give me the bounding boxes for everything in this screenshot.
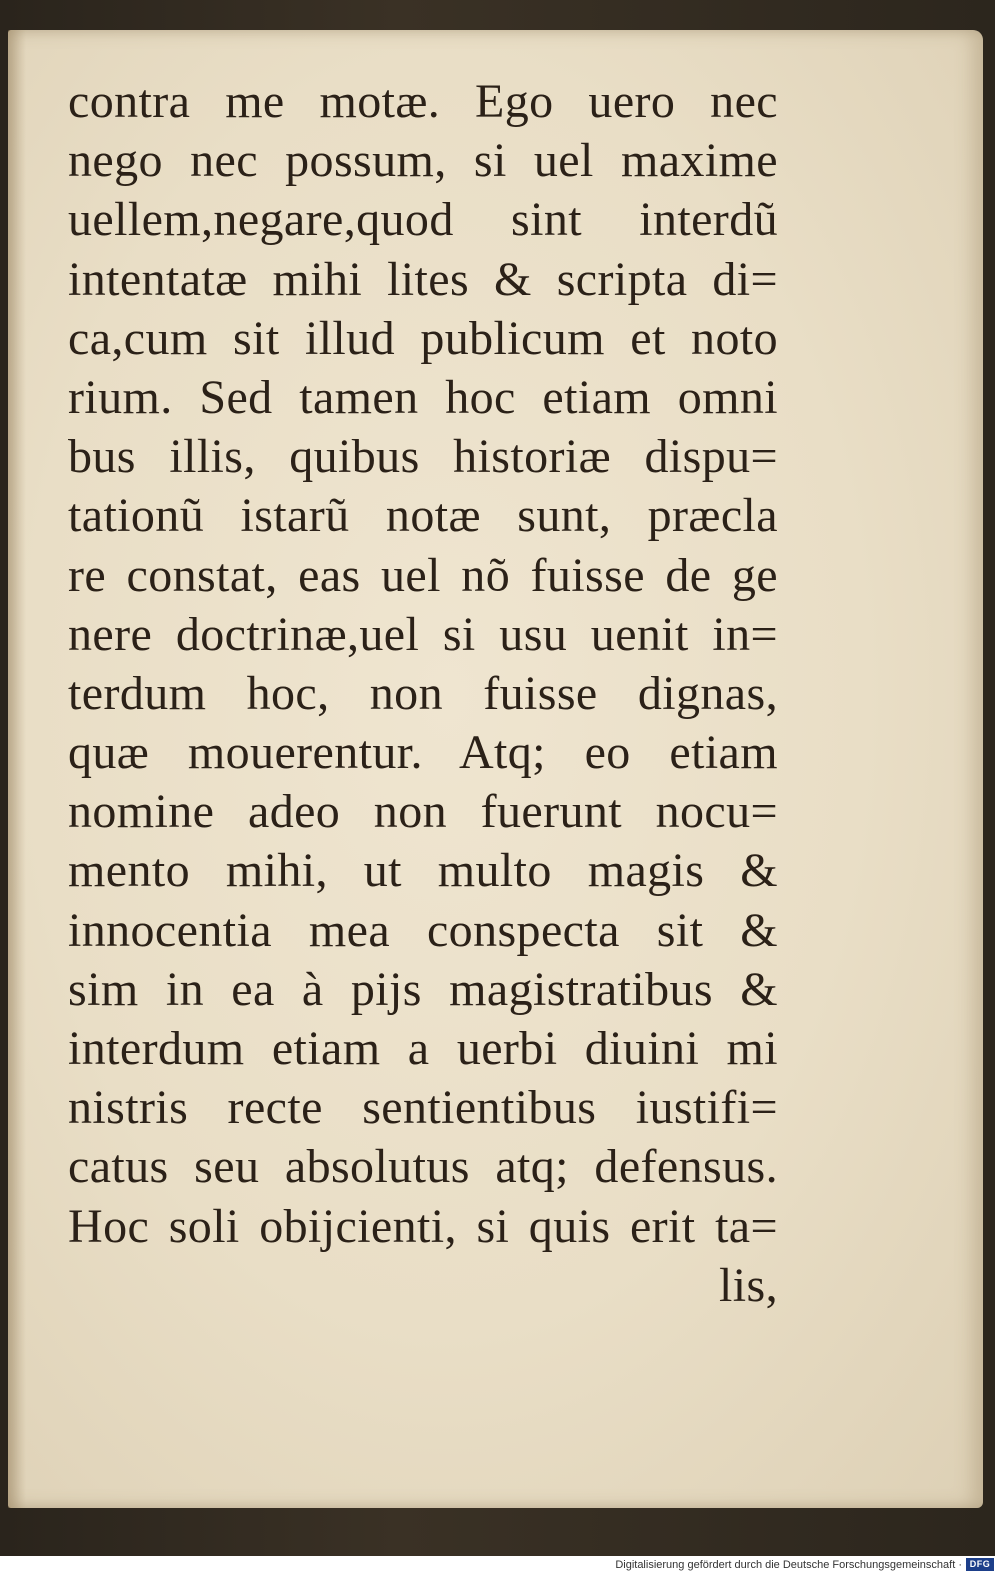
dfg-logo: DFG (966, 1558, 994, 1571)
text-line: bus illis, quibus historiæ dispu= (68, 430, 778, 484)
text-line: uellem,negare,quod sint interdũ (68, 193, 778, 247)
book-page (8, 30, 983, 1508)
text-line: ca,cum sit illud publicum et noto (68, 311, 778, 365)
page-text-block (68, 72, 778, 1315)
text-line: intentatæ mihi lites & scripta di= (68, 252, 778, 306)
text-line: nistris recte sentientibus iustifi= (68, 1081, 778, 1135)
text-line: nomine adeo non fuerunt nocu= (68, 785, 778, 839)
text-line: contra me motæ. Ego uero nec (68, 75, 778, 128)
text-line: terdum hoc, non fuisse dignas, (68, 666, 778, 720)
text-line: rium. Sed tamen hoc etiam omni (68, 370, 778, 424)
text-line: innocentia mea conspecta sit & (68, 903, 778, 957)
text-line: tationũ istarũ notæ sunt, præcla (68, 489, 778, 543)
page-gutter-shading (8, 30, 26, 1508)
text-line: Hoc soli obijcienti, si quis erit ta= (68, 1199, 778, 1253)
text-line: interdum etiam a uerbi diuini mi (68, 1022, 778, 1075)
text-line: catus seu absolutus atq; defensus. (68, 1140, 778, 1194)
text-line: nego nec possum, si uel maxime (68, 134, 778, 188)
catchword-line: lis, (719, 1258, 778, 1312)
text-line: quæ mouerentur. Atq; eo etiam (68, 726, 778, 780)
text-line: re constat, eas uel nõ fuisse de ge (68, 548, 778, 602)
text-line: sim in ea à pijs magistratibus & (68, 962, 778, 1016)
digitization-credit: Digitalisierung gefördert durch die Deutsche Forschungsgemeinschaft · (615, 1559, 962, 1571)
text-line: mento mihi, ut multo magis & (68, 844, 778, 898)
text-line: nere doctrinæ,uel si usu uenit in= (68, 607, 778, 661)
